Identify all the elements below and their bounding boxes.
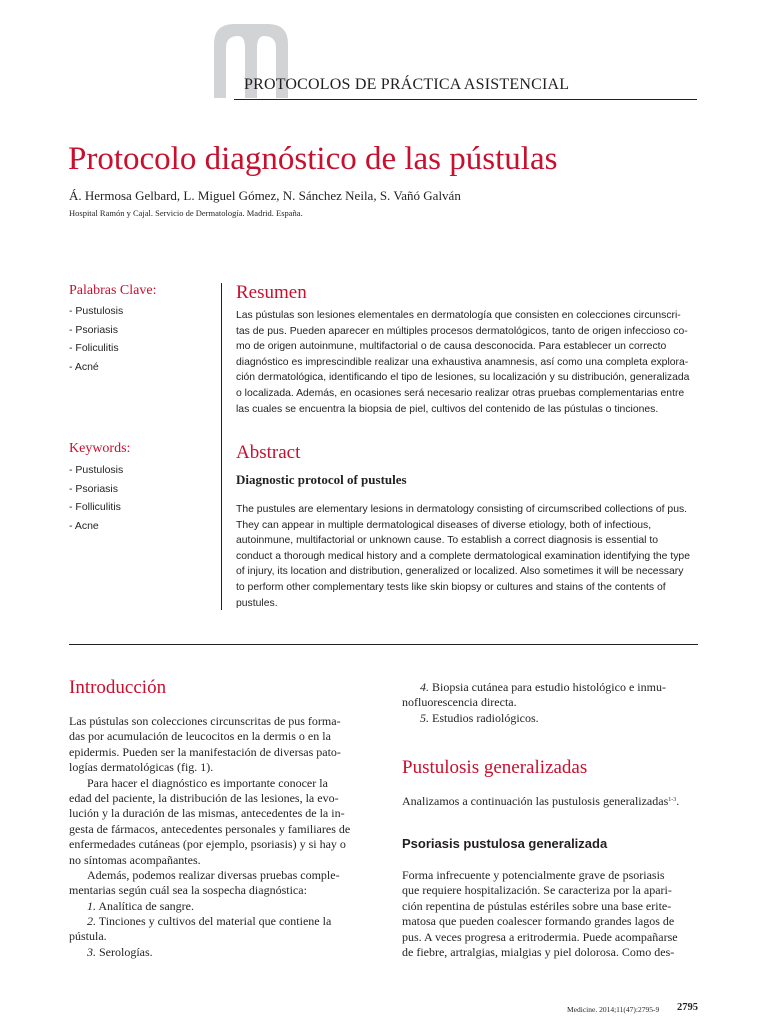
psoriasis-text [402, 868, 678, 960]
list-number: 5. [420, 710, 429, 725]
palabras-clave-list [69, 302, 123, 376]
keyword-item: - Foliculitis [69, 342, 119, 354]
text-line: Además, podemos realizar diversas pruebas comple- [87, 867, 340, 882]
list-text: Estudios radiológicos. [429, 710, 539, 725]
text-line [402, 793, 679, 808]
abstract-subtitle: Diagnostic protocol of pustules [236, 472, 407, 487]
footer-citation: Medicine. 2014;11(47):2795-9 [567, 1005, 660, 1014]
text-line: Para hacer el diagnóstico es importante conocer la [87, 775, 328, 790]
text-line: o localizada. Además, en ocasiones será necesario realizar otras pruebas complementarias entre [236, 387, 685, 399]
text-line: logías dermatológicas (fig. 1). [69, 760, 214, 775]
text-line: to perform other complementary tests like skin biopsy or cultures and stains of the contents of [236, 581, 666, 593]
pustulosis-heading: Pustulosis generalizadas [402, 757, 588, 778]
text-line: The pustules are elementary lesions in dermatology consisting of circumscribed collections of pus. [236, 504, 688, 515]
list-item [69, 914, 350, 929]
text-line: They can appear in multiple dermatological diseases of diverse etiology, both of infectious, [236, 519, 652, 531]
keyword-item: - Acne [69, 519, 99, 532]
resumen-heading: Resumen [236, 282, 307, 303]
authors: Á. Hermosa Gelbard, L. Miguel Gómez, N. Sánchez Neila, S. Vañó Galván [69, 188, 461, 203]
list-text: pústula. [69, 929, 107, 944]
reference-marker: 1-3 [668, 797, 677, 803]
section-divider [69, 644, 698, 645]
list-text: Tinciones y cultivos del material que contiene la [96, 914, 332, 929]
keywords-list [69, 461, 123, 535]
list-number: 2. [87, 914, 96, 929]
keyword-item: - Folliculitis [69, 501, 121, 513]
article-title: Protocolo diagnóstico de las pústulas [68, 141, 558, 177]
introduccion-text [69, 714, 350, 960]
sentence-end: . [676, 794, 680, 808]
introduccion-list-continued [402, 680, 666, 726]
list-number: 4. [420, 680, 429, 694]
column-divider [221, 283, 222, 610]
abstract-heading: Abstract [236, 442, 301, 463]
page-number: 2795 [677, 1002, 698, 1013]
text-line: epidermis. Pueden ser la manifestación de diversas pato- [69, 744, 341, 759]
text-line: que requiere hospitalización. Se caracteriza por la apari- [402, 883, 672, 898]
resumen-text [236, 308, 689, 417]
keyword-item: - Acné [69, 360, 99, 373]
list-text: Biopsia cutánea para estudio histológico e inmu- [429, 680, 666, 694]
pustulosis-text [402, 793, 679, 808]
text-line: Las pústulas son colecciones circunscritas de pus forma- [69, 714, 341, 728]
text-line: das por acumulación de leucocitos en la dermis o en la [69, 729, 331, 744]
text-line: autoinmune, multifactorial or unknown cause. To establish a correct diagnosis is essential to [236, 535, 659, 547]
list-item [69, 945, 350, 960]
text-line: ción dermatológica, identificando el tipo de lesiones, su localización y su distribución, generalizada [236, 372, 690, 384]
text-line: of injury, its location and distribution, generalized or localized. Also sometimes it will be necessary [236, 566, 684, 578]
list-text: Analítica de sangre. [96, 898, 194, 913]
text-line: conduct a thorough medical history and a complete dermatological examination identifying the type [236, 550, 690, 562]
text-line: gesta de fármacos, antecedentes personales y familiares de [69, 821, 351, 836]
text-line: mo de origen autoinmune, multifactorial o de causa desconocida. Para establecer un correcto [236, 341, 667, 353]
keyword-item: - Pustulosis [69, 305, 124, 317]
text-line: ción repentina de pústulas estériles sobre una base erite- [402, 898, 672, 913]
list-number: 1. [87, 898, 96, 913]
text-line: pus. A veces progresa a eritrodermia. Puede acompañarse [402, 929, 678, 944]
list-text: Serologías. [96, 944, 153, 959]
text-line: las cuales se encuentra la biopsia de piel, cultivos del contenido de las pústulas o tinciones. [236, 403, 659, 415]
list-text: nofluorescencia directa. [402, 695, 517, 710]
text-line: edad del paciente, la distribución de las lesiones, la evo- [69, 790, 339, 805]
keyword-item: - Psoriasis [69, 323, 119, 336]
list-item [69, 929, 350, 944]
text-line: mentarias según cuál sea la sospecha diagnóstica: [69, 883, 307, 898]
text-line: no síntomas acompañantes. [69, 852, 201, 867]
keyword-item: - Pustulosis [69, 464, 124, 476]
text-line: Forma infrecuente y potencialmente grave de psoriasis [402, 868, 665, 882]
psoriasis-heading: Psoriasis pustulosa generalizada [402, 836, 608, 851]
text-line: tas de pus. Pueden aparecer en múltiples procesos dermatológicos, tanto de origen infeccioso co- [236, 325, 688, 337]
introduccion-heading: Introducción [69, 677, 167, 698]
text-line: Las pústulas son lesiones elementales en dermatología que consisten en colecciones circunscri- [236, 310, 681, 321]
text-line: lución y la duración de las mismas, antecedentes de la in- [69, 806, 345, 821]
text-line: pustules. [236, 597, 278, 609]
list-item [402, 711, 666, 726]
keyword-item: - Psoriasis [69, 482, 119, 495]
pustulosis-sentence: Analizamos a continuación las pustulosis generalizadas [402, 794, 669, 808]
list-item [69, 899, 350, 914]
section-label: PROTOCOLOS DE PRÁCTICA ASISTENCIAL [244, 76, 570, 93]
text-line: de fiebre, artralgias, mialgias y piel dolorosa. Como des- [402, 944, 675, 959]
text-line: enfermedades cutáneas (por ejemplo, psoriasis) y si hay o [69, 837, 346, 852]
text-line: diagnóstico es imprescindible realizar una exhaustiva anamnesis, así como una completa explora- [236, 356, 689, 368]
text-line: matosa que pueden coalescer formando grandes lagos de [402, 914, 675, 929]
abstract-text [236, 502, 690, 611]
header-rule [234, 99, 697, 100]
palabras-clave-heading: Palabras Clave: [69, 283, 157, 298]
keywords-heading: Keywords: [69, 441, 131, 456]
affiliation: Hospital Ramón y Cajal. Servicio de Dermatología. Madrid. España. [69, 208, 303, 218]
list-item [402, 695, 666, 710]
list-item [402, 680, 666, 695]
list-number: 3. [87, 944, 96, 959]
